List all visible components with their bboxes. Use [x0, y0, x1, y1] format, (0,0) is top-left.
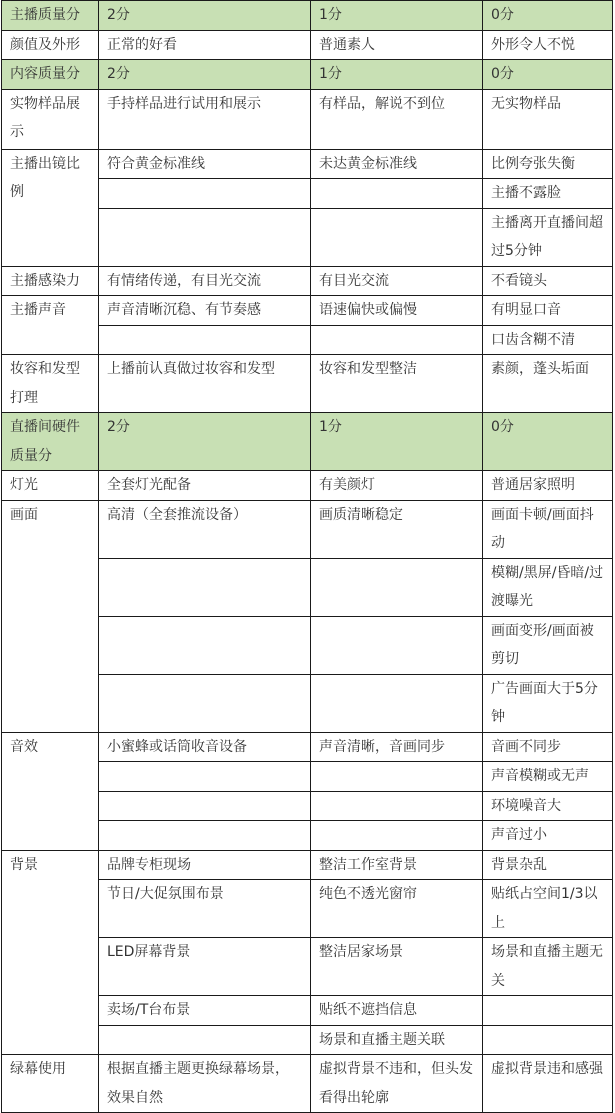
criterion-cell: 实物样品展示 — [2, 89, 99, 149]
score-1-cell: 声音清晰，音画同步 — [311, 732, 483, 762]
criterion-cell: 灯光 — [2, 471, 99, 501]
score-1-cell: 整洁工作室背景 — [311, 850, 483, 880]
table-row — [2, 732, 613, 762]
score-0-cell: 音画不同步 — [483, 732, 613, 762]
score-1-cell: 1分 — [311, 413, 483, 471]
score-0-cell: 背景杂乱 — [483, 850, 613, 880]
table-body — [2, 1, 613, 1113]
table-row — [2, 500, 613, 558]
score-2-cell: 2分 — [99, 1, 311, 31]
score-0-cell: 贴纸占空间1/3以上 — [483, 880, 613, 938]
score-1-cell: 普通素人 — [311, 30, 483, 60]
score-0-cell: 有明显口音 — [483, 296, 613, 326]
score-2-cell — [99, 208, 311, 266]
score-0-cell: 画面卡顿/画面抖动 — [483, 500, 613, 558]
score-0-cell: 0分 — [483, 1, 613, 31]
score-0-cell: 模糊/黑屏/昏暗/过渡曝光 — [483, 558, 613, 616]
section-header-row — [2, 413, 613, 471]
score-2-cell: 小蜜蜂或话筒收音设备 — [99, 732, 311, 762]
criterion-cell: 音效 — [2, 732, 99, 850]
criterion-cell: 主播出镜比例 — [2, 149, 99, 266]
score-1-cell: 画质清晰稳定 — [311, 500, 483, 558]
score-2-cell: 全套灯光配备 — [99, 471, 311, 501]
score-1-cell — [311, 179, 483, 209]
score-0-cell: 声音过小 — [483, 821, 613, 851]
score-1-cell: 未达黄金标准线 — [311, 149, 483, 179]
score-2-cell — [99, 821, 311, 851]
score-1-cell: 有样品，解说不到位 — [311, 89, 483, 149]
score-0-cell: 普通居家照明 — [483, 471, 613, 501]
section-header-row — [2, 1, 613, 31]
score-1-cell: 有美颜灯 — [311, 471, 483, 501]
score-1-cell: 贴纸不遮挡信息 — [311, 996, 483, 1026]
criterion-cell: 颜值及外形 — [2, 30, 99, 60]
score-0-cell: 比例夸张失衡 — [483, 149, 613, 179]
score-2-cell: 上播前认真做过妆容和发型 — [99, 355, 311, 413]
score-0-cell — [483, 1025, 613, 1055]
score-0-cell: 0分 — [483, 413, 613, 471]
score-0-cell: 画面变形/画面被剪切 — [483, 616, 613, 674]
score-2-cell — [99, 325, 311, 355]
score-2-cell — [99, 791, 311, 821]
score-1-cell — [311, 208, 483, 266]
score-0-cell — [483, 996, 613, 1026]
score-1-cell: 1分 — [311, 1, 483, 31]
score-2-cell — [99, 558, 311, 616]
score-0-cell: 广告画面大于5分钟 — [483, 674, 613, 732]
score-1-cell — [311, 616, 483, 674]
score-0-cell: 环境噪音大 — [483, 791, 613, 821]
score-1-cell — [311, 325, 483, 355]
score-1-cell — [311, 674, 483, 732]
score-2-cell: 根据直播主题更换绿幕场景，效果自然 — [99, 1055, 311, 1113]
score-1-cell: 1分 — [311, 60, 483, 90]
score-0-cell: 口齿含糊不清 — [483, 325, 613, 355]
score-0-cell: 不看镜头 — [483, 266, 613, 296]
score-2-cell: 品牌专柜现场 — [99, 850, 311, 880]
score-0-cell: 场景和直播主题无关 — [483, 938, 613, 996]
criterion-cell: 主播声音 — [2, 296, 99, 355]
criterion-cell: 绿幕使用 — [2, 1055, 99, 1113]
score-2-cell: 正常的好看 — [99, 30, 311, 60]
criterion-cell: 内容质量分 — [2, 60, 99, 90]
score-0-cell: 无实物样品 — [483, 89, 613, 149]
table-row — [2, 355, 613, 413]
table-row — [2, 30, 613, 60]
score-0-cell: 声音模糊或无声 — [483, 762, 613, 792]
score-0-cell: 虚拟背景违和感强 — [483, 1055, 613, 1113]
score-2-cell: 卖场/T台布景 — [99, 996, 311, 1026]
table-row — [2, 89, 613, 149]
table-row — [2, 471, 613, 501]
score-2-cell — [99, 762, 311, 792]
score-1-cell — [311, 821, 483, 851]
score-1-cell: 妆容和发型整洁 — [311, 355, 483, 413]
score-2-cell — [99, 179, 311, 209]
score-1-cell: 语速偏快或偏慢 — [311, 296, 483, 326]
criterion-cell: 妆容和发型打理 — [2, 355, 99, 413]
score-1-cell: 整洁居家场景 — [311, 938, 483, 996]
score-0-cell: 外形令人不悦 — [483, 30, 613, 60]
score-1-cell — [311, 762, 483, 792]
scoring-table — [1, 0, 613, 1113]
score-1-cell — [311, 791, 483, 821]
score-1-cell: 纯色不透光窗帘 — [311, 880, 483, 938]
table-row — [2, 296, 613, 326]
score-2-cell: 高清（全套推流设备） — [99, 500, 311, 558]
score-2-cell: 2分 — [99, 413, 311, 471]
score-2-cell: 2分 — [99, 60, 311, 90]
table-row — [2, 266, 613, 296]
score-1-cell: 虚拟背景不违和，但头发看得出轮廓 — [311, 1055, 483, 1113]
score-1-cell: 场景和直播主题关联 — [311, 1025, 483, 1055]
table-row — [2, 1055, 613, 1113]
score-2-cell — [99, 674, 311, 732]
score-1-cell: 有目光交流 — [311, 266, 483, 296]
score-2-cell — [99, 1025, 311, 1055]
score-2-cell: 手持样品进行试用和展示 — [99, 89, 311, 149]
score-0-cell: 主播离开直播间超过5分钟 — [483, 208, 613, 266]
score-2-cell — [99, 616, 311, 674]
score-0-cell: 素颜，蓬头垢面 — [483, 355, 613, 413]
criterion-cell: 主播感染力 — [2, 266, 99, 296]
criterion-cell: 直播间硬件质量分 — [2, 413, 99, 471]
score-2-cell: 声音清晰沉稳、有节奏感 — [99, 296, 311, 326]
table-row — [2, 149, 613, 179]
score-2-cell: 节日/大促氛围布景 — [99, 880, 311, 938]
table-row — [2, 850, 613, 880]
score-2-cell: 有情绪传递，有目光交流 — [99, 266, 311, 296]
score-0-cell: 主播不露脸 — [483, 179, 613, 209]
score-2-cell: LED屏幕背景 — [99, 938, 311, 996]
criterion-cell: 主播质量分 — [2, 1, 99, 31]
score-0-cell: 0分 — [483, 60, 613, 90]
criterion-cell: 画面 — [2, 500, 99, 732]
section-header-row — [2, 60, 613, 90]
criterion-cell: 背景 — [2, 850, 99, 1055]
score-2-cell: 符合黄金标准线 — [99, 149, 311, 179]
score-1-cell — [311, 558, 483, 616]
